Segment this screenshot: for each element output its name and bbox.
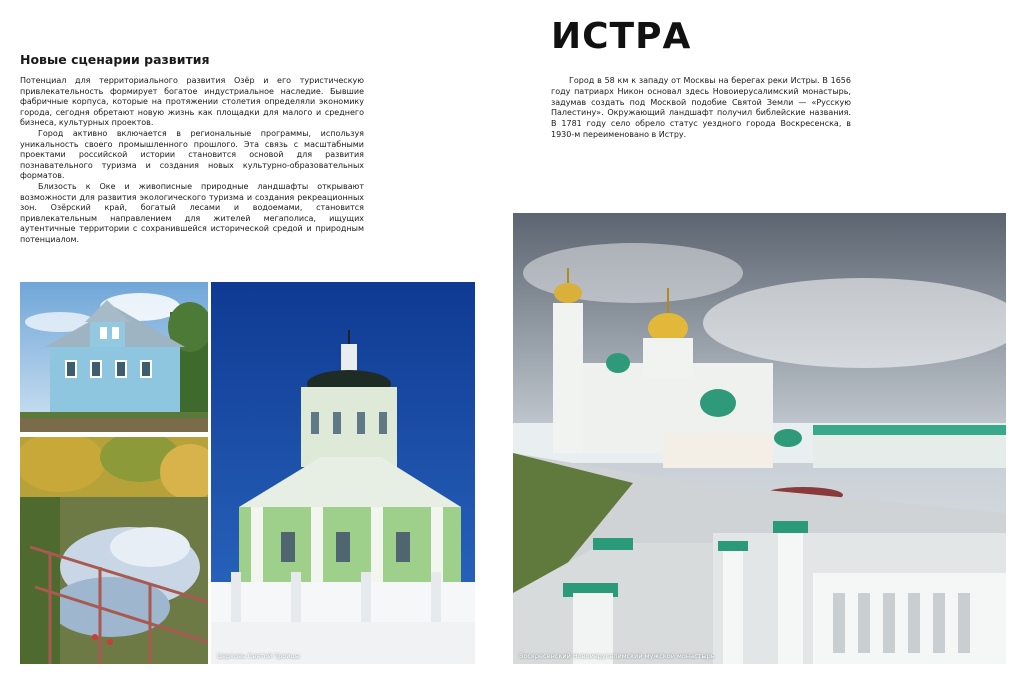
- photo-trinity-church: [211, 282, 475, 664]
- section-heading: Новые сценарии развития: [20, 52, 210, 67]
- city-title: ИСТРА: [551, 16, 692, 57]
- paragraph: Потенциал для территориального развития Озёр и его туристическую привлекательность формирует богатое индустриальное наследие. Бывшие фабричные корпуса, которые на протяжении столетия определяли экономику города, сегодня обретают новую жизнь как площадки для малого и среднего бизнеса, культурных проектов.: [20, 76, 364, 128]
- photo-caption: Церковь Святой Троицы: [217, 652, 300, 660]
- photo-new-jerusalem-monastery: [513, 213, 1006, 664]
- photo-autumn-pond: [20, 437, 208, 664]
- left-body-text: [20, 76, 364, 246]
- paragraph: Город активно включается в региональные программы, используя уникальность своего промышленного прошлого. Эта связь с масштабными проектами российской истории становится основой для развития познавательного туризма и создания новых культурно-образовательных форматов.: [20, 128, 364, 181]
- city-description: Город в 58 км к западу от Москвы на берегах реки Истры. В 1656 году патриарх Никон основал здесь Новоиерусалимский монастырь, задумав создать под Москвой подобие Святой Земли — «Русскую Палестину». Окружающий ландшафт получил библейские названия. В 1781 году село обрело статус уездного города Воскресенска, в 1930-м переименовано в Истру.: [551, 76, 851, 139]
- photo-blue-house: [20, 282, 208, 432]
- paragraph: Близость к Оке и живописные природные ландшафты открывают возможности для развития экологического туризма и создания рекреационных зон. Озёрский край, богатый лесами и водоемами, становится привлекательным направлением для жителей мегаполиса, ищущих аутентичные территории с сохранившейся исторической средой и природным потенциалом.: [20, 181, 364, 244]
- photo-caption: Воскресенский Новоиерусалимский мужской монастырь: [519, 652, 715, 660]
